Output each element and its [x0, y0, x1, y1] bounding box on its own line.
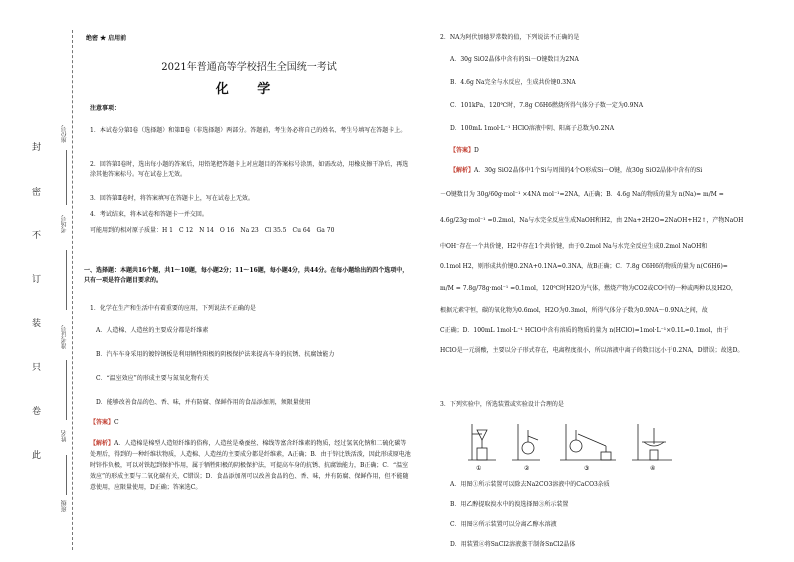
- note-item: 2．回答第Ⅰ卷时，选出每小题的答案后，用铅笔把答题卡上对应题目的答案标号涂黑，如需改动，用橡皮擦干净后，再选涂其他答案标号。写在试卷上无效。: [90, 161, 409, 178]
- fill-line: [66, 360, 67, 420]
- q2-analysis-line: 0.1mol H2，则形成共价键0.2NA+0.1NA=0.3NA，故B正确；C．7.8g C6H6的物质的量为 n(C6H6)=: [440, 263, 728, 270]
- apparatus-2-distillation: [512, 424, 540, 460]
- seal-char: 只: [32, 363, 42, 373]
- q2-answer: [450, 146, 780, 156]
- field-seat-number: 座位号: [61, 125, 68, 143]
- q1-analysis: [90, 438, 412, 493]
- analysis-label: 【解析】: [450, 167, 475, 174]
- field-exam-number: 准考证号: [61, 325, 68, 349]
- seal-char: 封: [32, 143, 42, 153]
- q1-stem: 1．化学在生产和生活中有着重要的应用，下列说法不正确的是: [90, 305, 256, 312]
- q3-option-b: B．用乙醇提取溴水中的溴选择图③所示装置: [450, 501, 569, 508]
- exam-title: 2021年普通高等学校招生全国统一考试: [161, 62, 337, 73]
- q3-option-d: D．用装置④将SnCl2溶液蒸干制备SnCl2晶体: [450, 541, 576, 548]
- q1-option-a: A．人造棉、人造丝的主要成分都是纤维素: [96, 327, 209, 334]
- q2-analysis-line: C正确；D．100mL 1mol·L⁻¹ HClO中含有溶质的物质的量为 n(HClO)=1mol·L⁻¹×0.1L=0.1mol，由于: [440, 327, 729, 334]
- answer-value: D: [474, 147, 479, 154]
- q3-option-c: C．用图②所示装置可以分离乙醇水溶液: [450, 521, 557, 528]
- seal-char: 装: [32, 319, 42, 329]
- q2-analysis-line: [450, 166, 784, 176]
- q2-analysis-line: 4.6g/23g·mol⁻¹ =0.2mol，Na与水完全反应生成NaOH和H2，由 2Na+2H2O=2NaOH+H2↑，产物NaOH: [440, 217, 744, 224]
- field-class: 班级: [61, 500, 68, 512]
- answer-label: 【答案】: [90, 419, 115, 426]
- q2-option-c: C．101kPa、120℃时，7.8g C6H6燃烧所得气体分子数一定为0.9NA: [450, 102, 644, 109]
- note-item: 1．本试卷分第Ⅰ卷（选择题）和第Ⅱ卷（非选择题）两部分。答题前，考生务必将自己的姓名、考生号填写在答题卡上。: [90, 127, 407, 134]
- subject-title: 化 学: [215, 82, 283, 97]
- lab-apparatus-figure: [466, 420, 686, 472]
- fill-line: [66, 455, 67, 495]
- q3-option-a: A．用图①所示装置可以除去Na2CO3溶液中的CaCO3杂质: [450, 481, 610, 488]
- seal-char: 订: [32, 275, 42, 285]
- q2-analysis-line: －O键数目为 30g/60g·mol⁻¹ ×4NA mol⁻¹=2NA，A正确；B．4.6g Na的物质的量为 n(Na)= m/M =: [440, 191, 724, 198]
- section-heading: 一、选择题：本题共16个题，共1～10题，每小题2分；11～16题，每小题4分，共44分。在每小题给出的四个选项中，只有一项是符合题目要求的。: [84, 267, 409, 284]
- answer-label: 【答案】: [450, 147, 475, 154]
- field-exam-room: 考场号: [61, 215, 68, 233]
- q2-option-a: A．30g SiO2晶体中含有的Si－O键数目为2NA: [450, 56, 579, 63]
- q2-analysis-line: m/M = 7.8g/78g·mol⁻¹ =0.1mol，120℃时H2O为气体，燃烧产物为CO2或CO中的一种或两种以及H2O，: [440, 285, 737, 292]
- q2-option-b: B．4.6g Na完全与水反应，生成共价键0.3NA: [450, 79, 576, 86]
- analysis-label: 【解析】: [90, 440, 115, 447]
- q2-option-d: D．100mL 1mol·L⁻¹ HClO溶液中阴、阳离子总数为0.2NA: [450, 125, 615, 132]
- q1-answer: [90, 418, 410, 428]
- seal-char: 密: [32, 188, 42, 198]
- q2-analysis-line: HClO是一元弱酸，主要以分子形式存在，电离程度很小，所以溶液中离子的数目远小于0.2NA，D错误；故选D。: [440, 347, 744, 354]
- secret-mark: 绝密 ★ 启用前: [86, 35, 127, 42]
- binding-dashed-line: [72, 30, 73, 550]
- field-name: 姓名: [61, 430, 68, 442]
- seal-char: 此: [32, 451, 42, 461]
- figure-label: ③: [584, 465, 590, 472]
- binding-strip: [0, 0, 80, 562]
- notes-heading: 注意事项：: [90, 105, 121, 112]
- answer-value: C: [114, 419, 119, 426]
- q2-analysis-line: 根据元素守恒，碳的氧化物为0.6mol，H2O为0.3mol，所得气体分子数为0.9NA～0.9NA之间，故: [440, 307, 708, 314]
- atomic-masses: 可能用到的相对原子质量：H 1 C 12 N 14 O 16 Na 23 Cl 35.5 Cu 64 Ga 70: [90, 227, 335, 234]
- seal-char: 卷: [32, 407, 42, 417]
- apparatus-1-filtration: [468, 424, 496, 460]
- fill-line: [66, 150, 67, 205]
- analysis-text: A．30g SiO2晶体中1个Si与周围的4个O形成Si－O键，故30g SiO2晶体中含有的Si: [474, 167, 703, 174]
- q2-stem: 2．NA为阿伏加德罗常数的值，下列说法不正确的是: [440, 34, 580, 41]
- q1-option-c: C．“温室效应”的形成主要与氮氧化物有关: [96, 375, 209, 382]
- q3-stem: 3．下列实验中，所选装置或实验设计合理的是: [440, 401, 564, 408]
- analysis-text: A．人造棉是棉型人造短纤维的俗称，人造丝是桑蚕丝、棉线等富含纤维素的物质，经过氢氧化钠和二硫化碳等处理后，得到的一种纤维状物质，人造棉、人造丝的主要成分都是纤维素，A正确；B．由于锌比铁活泼，因此形成原电池时锌作负极，可以对铁起到保护作用，属于牺牲阳极的阴极保护法，可提高车身的抗锈、抗腐蚀能力，B正确；C．“温室效应”的形成主要与二氧化碳有关，C错误；D．食品添加剂可以改善食品的色、香、味，并有防腐、保鲜作用，但不能随意使用，应限量使用，D正确；答案选C。: [90, 440, 411, 491]
- note-item: 3．回答第Ⅱ卷时，将答案填写在答题卡上，写在试卷上无效。: [90, 195, 254, 202]
- apparatus-3-separation: [560, 424, 616, 460]
- q2-analysis-line: 中OH⁻存在一个共价键，H2中存在1个共价键，由于0.2mol Na与水完全反应生成0.2mol NaOH和: [440, 243, 708, 250]
- q1-option-b: B．汽车车身采用的镀锌钢板是利用牺牲阳极的阴极保护法来提高车身的抗锈、抗腐蚀能力: [96, 351, 335, 358]
- figure-label: ①: [476, 465, 482, 472]
- fill-line: [66, 250, 67, 310]
- figure-label: ④: [650, 465, 656, 472]
- figure-label: ②: [524, 465, 530, 472]
- seal-char: 不: [32, 231, 42, 241]
- apparatus-4-evaporation: [632, 424, 672, 460]
- note-item: 4．考试结束，将本试卷和答题卡一并交回。: [90, 211, 208, 218]
- q1-option-d: D．能够改善食品的色、香、味，并有防腐、保鲜作用的食品添加剂，须限量使用: [96, 399, 311, 406]
